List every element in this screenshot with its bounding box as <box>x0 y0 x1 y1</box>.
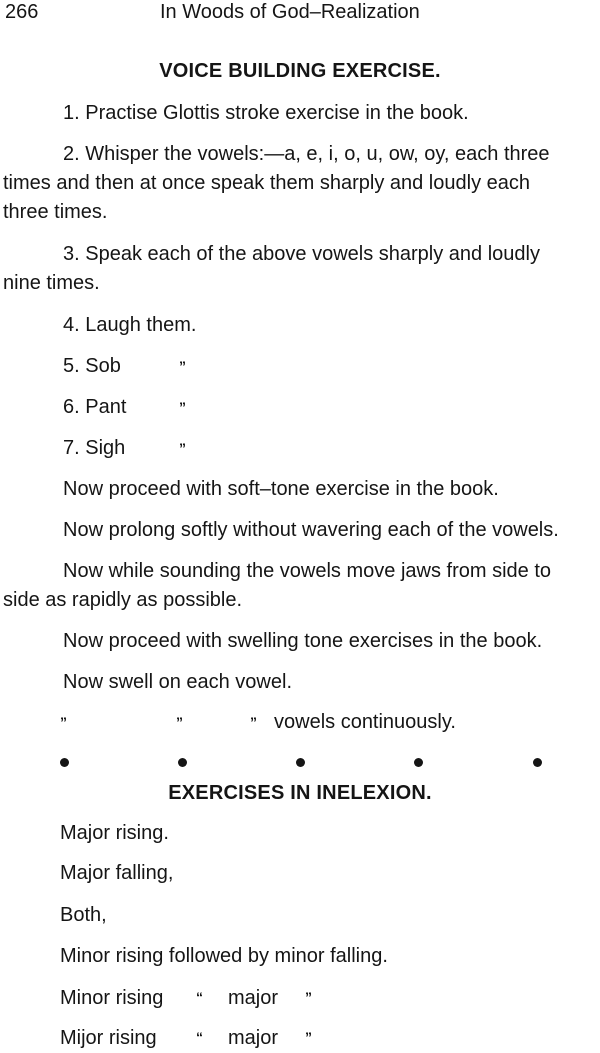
line-continuous: vowels continuously. <box>274 711 456 733</box>
section-heading-inflexion: EXERCISES IN INELEXION. <box>168 782 432 804</box>
separator-dot <box>60 758 69 767</box>
ditto-mark: ” <box>179 399 186 415</box>
inflexion-line-5-a: Minor rising <box>60 987 164 1009</box>
inflexion-line-4: Minor rising followed by minor falling. <box>60 945 388 967</box>
separator-dot <box>533 758 542 767</box>
inflexion-line-6-a: Mijor rising <box>60 1027 157 1049</box>
open-quote: “ <box>196 989 203 1005</box>
page-number: 266 <box>5 1 39 23</box>
line-jaws-1: Now while sounding the vowels move jaws from side to <box>63 560 551 582</box>
item-2-line-3: three times. <box>3 201 108 223</box>
inflexion-line-3: Both, <box>60 904 107 926</box>
close-quote: ” <box>305 1029 312 1045</box>
separator-dot <box>178 758 187 767</box>
item-4: 4. Laugh them. <box>63 314 197 336</box>
ditto-mark: ” <box>179 440 186 456</box>
line-jaws-2: side as rapidly as possible. <box>3 589 243 611</box>
ditto-mark: ” <box>250 714 257 730</box>
item-2-line-2: times and then at once speak them sharply and loudly each <box>3 172 530 194</box>
line-swelling: Now proceed with swelling tone exercises in the book. <box>63 630 543 652</box>
inflexion-line-6-b: major <box>228 1027 279 1049</box>
ditto-mark: ” <box>176 714 183 730</box>
item-3-line-2: nine times. <box>3 272 100 294</box>
close-quote: ” <box>305 989 312 1005</box>
item-1: 1. Practise Glottis stroke exercise in the book. <box>63 102 469 124</box>
inflexion-line-2: Major falling, <box>60 862 174 884</box>
separator-dot <box>414 758 423 767</box>
separator-dot <box>296 758 305 767</box>
inflexion-line-5-b: major <box>228 987 279 1009</box>
ditto-mark: ” <box>179 358 186 374</box>
ditto-mark: ” <box>60 714 67 730</box>
item-5: 5. Sob <box>63 355 121 377</box>
item-3-line-1: 3. Speak each of the above vowels sharply and loudly <box>63 243 540 265</box>
line-soft-tone: Now proceed with soft–tone exercise in the book. <box>63 478 499 500</box>
line-prolong: Now prolong softly without wavering each of the vowels. <box>63 519 559 541</box>
inflexion-line-1: Major rising. <box>60 822 169 844</box>
item-2-line-1: 2. Whisper the vowels:—a, e, i, o, u, ow, oy, each three <box>63 143 550 165</box>
item-6: 6. Pant <box>63 396 127 418</box>
line-swell-vowel: Now swell on each vowel. <box>63 671 292 693</box>
section-heading-voice-building: VOICE BUILDING EXERCISE. <box>159 60 441 82</box>
running-title: In Woods of God–Realization <box>160 1 420 23</box>
item-7: 7. Sigh <box>63 437 126 459</box>
open-quote: “ <box>196 1029 203 1045</box>
